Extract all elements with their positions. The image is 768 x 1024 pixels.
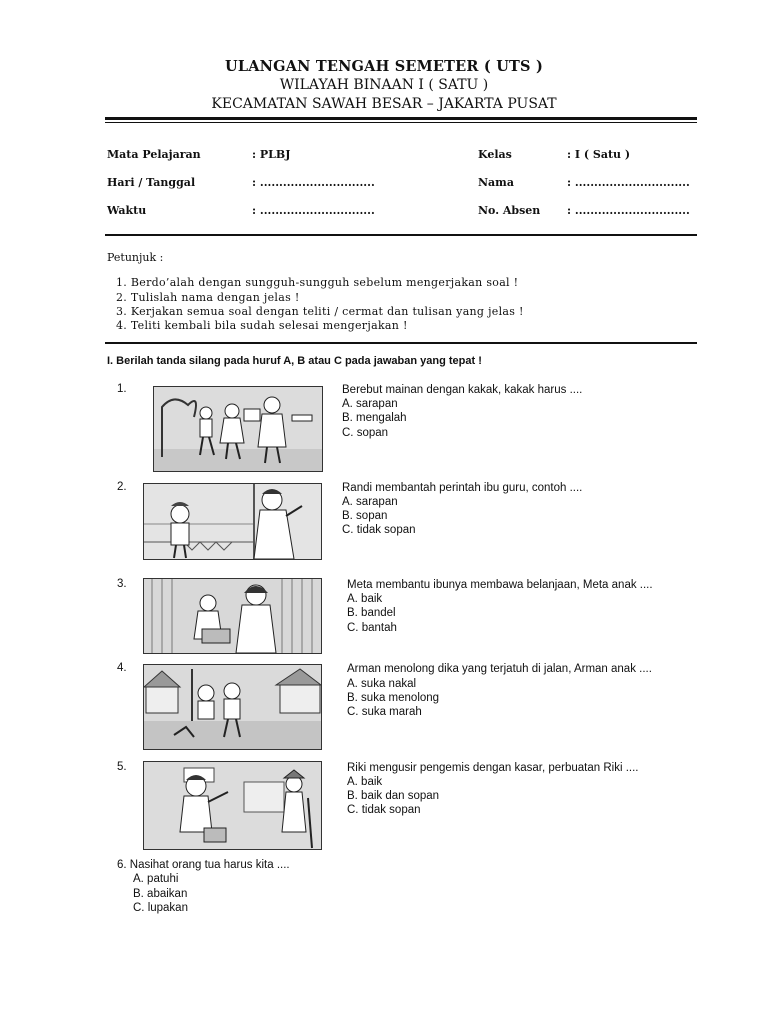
- mapel-label: Mata Pelajaran: [107, 148, 201, 161]
- waktu-value[interactable]: : ..............................: [252, 204, 375, 217]
- answer-option[interactable]: B. abaikan: [133, 888, 188, 900]
- answer-option[interactable]: A. patuhi: [133, 873, 179, 885]
- question-text: Arman menolong dika yang terjatuh di jalan, Arman anak ....: [347, 663, 652, 675]
- nama-value[interactable]: : ..............................: [567, 176, 690, 189]
- answer-option[interactable]: B. mengalah: [342, 412, 407, 424]
- answer-option[interactable]: B. baik dan sopan: [347, 790, 440, 802]
- question-text: Meta membantu ibunya membawa belanjaan, Meta anak ....: [347, 579, 653, 591]
- info-divider: [105, 234, 697, 236]
- boy-helping-fallen-friend-illustration: [144, 665, 321, 749]
- illustration-q1: [153, 386, 323, 472]
- boy-arguing-with-teacher-illustration: [144, 484, 321, 559]
- kelas-label: Kelas: [478, 148, 512, 161]
- answer-option[interactable]: A. sarapan: [342, 496, 398, 508]
- petunjuk-item: 1. Berdo’alah dengan sungguh-sungguh sebelum mengerjakan soal !: [116, 276, 519, 289]
- question-text: Randi membantah perintah ibu guru, contoh ....: [342, 482, 583, 494]
- question-number: 3.: [117, 578, 127, 590]
- question-text: Berebut mainan dengan kakak, kakak harus ....: [342, 384, 583, 396]
- header-divider-thick: [105, 117, 697, 120]
- illustration-q5: [143, 761, 322, 850]
- exam-title: ULANGAN TENGAH SEMETER ( UTS ): [224, 58, 544, 75]
- section-instruction: I. Berilah tanda silang pada huruf A, B atau C pada jawaban yang tepat !: [107, 355, 482, 367]
- question-number: 5.: [117, 761, 127, 773]
- boy-chasing-beggar-illustration: [144, 762, 321, 849]
- answer-option[interactable]: C. tidak sopan: [342, 524, 416, 536]
- question-number: 4.: [117, 662, 127, 674]
- nama-label: Nama: [478, 176, 514, 189]
- petunjuk-divider: [105, 342, 697, 344]
- hari-value[interactable]: : ..............................: [252, 176, 375, 189]
- absen-value[interactable]: : ..............................: [567, 204, 690, 217]
- hari-label: Hari / Tanggal: [107, 176, 196, 189]
- girl-helping-mother-carry-groceries-illustration: [144, 579, 321, 653]
- answer-option[interactable]: A. baik: [347, 776, 383, 788]
- illustration-q4: [143, 664, 322, 750]
- question-number: 1.: [117, 383, 127, 395]
- petunjuk-item: 3. Kerjakan semua soal dengan teliti / cermat dan tulisan yang jelas !: [116, 305, 524, 318]
- petunjuk-item: 4. Teliti kembali bila sudah selesai mengerjakan !: [116, 319, 408, 332]
- answer-option[interactable]: A. baik: [347, 593, 383, 605]
- header-divider-thin: [105, 122, 697, 123]
- exam-district: KECAMATAN SAWAH BESAR – JAKARTA PUSAT: [211, 96, 557, 112]
- answer-option[interactable]: A. suka nakal: [347, 678, 417, 690]
- answer-option[interactable]: B. sopan: [342, 510, 388, 522]
- question-text: 6. Nasihat orang tua harus kita ....: [117, 859, 290, 871]
- children-quarrel-over-toy-illustration: [154, 387, 322, 471]
- answer-option[interactable]: C. sopan: [342, 427, 389, 439]
- absen-label: No. Absen: [478, 204, 541, 217]
- answer-option[interactable]: C. bantah: [347, 622, 397, 634]
- kelas-value: : I ( Satu ): [567, 148, 631, 161]
- answer-option[interactable]: C. suka marah: [347, 706, 422, 718]
- answer-option[interactable]: B. bandel: [347, 607, 396, 619]
- mapel-value: : PLBJ: [252, 148, 291, 161]
- question-number: 2.: [117, 481, 127, 493]
- illustration-q2: [143, 483, 322, 560]
- question-text: Riki mengusir pengemis dengan kasar, perbuatan Riki ....: [347, 762, 639, 774]
- answer-option[interactable]: C. tidak sopan: [347, 804, 421, 816]
- petunjuk-item: 2. Tulislah nama dengan jelas !: [116, 291, 300, 304]
- answer-option[interactable]: C. lupakan: [133, 902, 188, 914]
- illustration-q3: [143, 578, 322, 654]
- exam-region: WILAYAH BINAAN I ( SATU ): [279, 77, 489, 93]
- answer-option[interactable]: B. suka menolong: [347, 692, 440, 704]
- waktu-label: Waktu: [107, 204, 147, 217]
- petunjuk-label: Petunjuk :: [107, 251, 164, 264]
- answer-option[interactable]: A. sarapan: [342, 398, 398, 410]
